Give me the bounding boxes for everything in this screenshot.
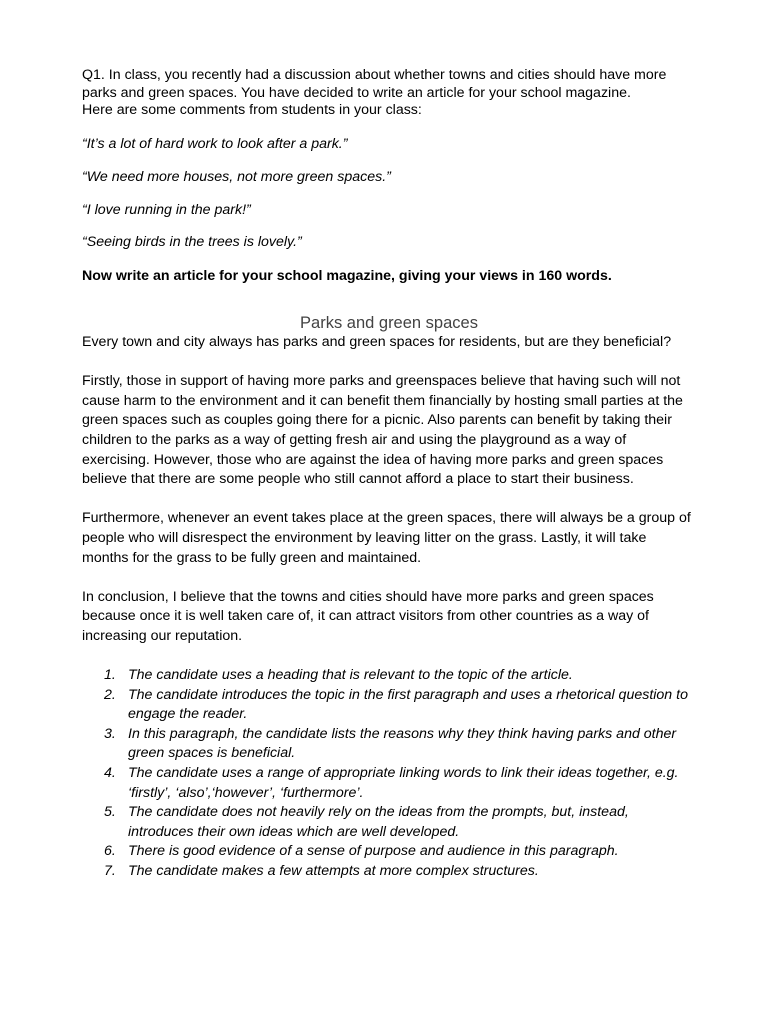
note-number: 2. [104,686,116,703]
note-text: There is good evidence of a sense of purpose and audience in this paragraph. [128,843,619,860]
examiner-notes-list [82,666,696,882]
note-number: 7. [104,863,116,880]
examiner-note [82,686,696,725]
note-number: 3. [104,725,116,742]
examiner-note [82,725,696,764]
article-paragraph: Furthermore, whenever an event takes place at the green spaces, there will always be a group of people who will disrespect the environment by leaving litter on the grass. Lastly, it will take months for the grass to be fully green and maintained. [82,510,691,566]
note-text: In this paragraph, the candidate lists the reasons why they think having parks and other green spaces is beneficial. [128,725,677,762]
note-text: The candidate introduces the topic in the first paragraph and uses a rhetorical question to engage the reader. [128,686,688,723]
note-number: 4. [104,765,116,782]
note-text: The candidate does not heavily rely on the ideas from the prompts, but, instead, introduces their own ideas which are well developed. [128,804,629,840]
examiner-note [82,666,696,686]
examiner-note [82,764,696,803]
note-number: 5. [104,804,116,821]
task-instruction: Now write an article for your school magazine, giving your views in 160 words. [82,267,612,284]
document-page [82,67,696,882]
student-quote: “I love running in the park!” [82,201,251,218]
note-number: 1. [104,667,116,684]
examiner-note [82,842,696,862]
student-quote: “Seeing birds in the trees is lovely.” [82,234,302,250]
examiner-note [82,803,696,842]
note-number: 6. [104,843,116,860]
examiner-note [82,862,696,882]
note-text: The candidate uses a range of appropriate linking words to link their ideas together, e.g. ‘firstly’, ‘also’,‘however’, ‘furthermore’. [128,765,679,801]
article-title: Parks and green spaces [300,314,478,332]
question-intro: Q1. In class, you recently had a discussion about whether towns and cities should have more parks and green spaces. You have decided to write an article for your school magazine. [82,67,667,101]
student-quote: “It’s a lot of hard work to look after a park.” [82,135,348,152]
article-paragraph: Firstly, those in support of having more parks and greenspaces believe that having such will not cause harm to the environment and it can benefit them financially by hosting small parties at the green spaces such as couples going there for a picnic. Also parents can benefit by taking their children to the parks as a way of getting fresh air and using the playground as a way of exercising. However, those who are against the idea of having more parks and green spaces believe that there are some people who still cannot afford a place to start their business. [82,373,683,488]
article-paragraph: Every town and city always has parks and green spaces for residents, but are they beneficial? [82,334,672,350]
comments-lead: Here are some comments from students in your class: [82,102,422,118]
student-quote: “We need more houses, not more green spaces.” [82,169,391,185]
note-text: The candidate makes a few attempts at more complex structures. [128,863,539,880]
article-paragraph: In conclusion, I believe that the towns and cities should have more parks and green spaces because once it is well taken care of, it can attract visitors from other countries as a way of increasing our reputation. [82,588,654,644]
note-text: The candidate uses a heading that is relevant to the topic of the article. [128,667,573,684]
